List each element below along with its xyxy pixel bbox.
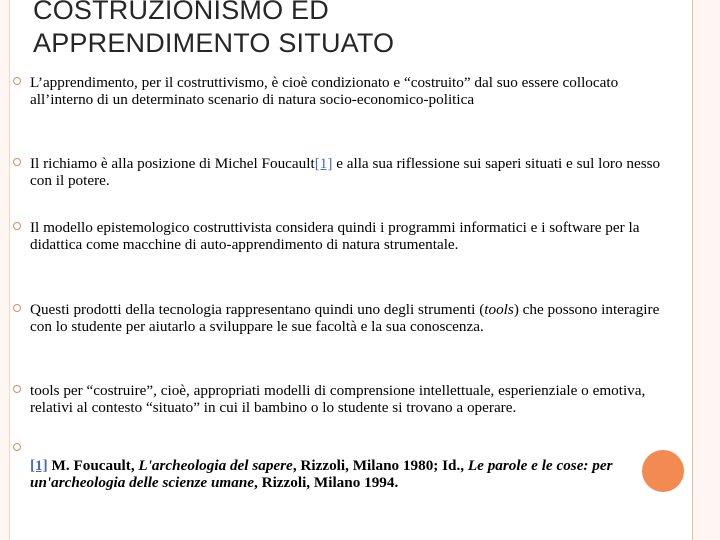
bullet-text-2-part-1: Il richiamo è alla posizione di Michel Foucault (30, 155, 315, 172)
bullet-text-1: L’apprendimento, per il costruttivismo, è cioè condizionato e “costruito” dal suo essere collocato all’interno di un determinato scenario di natura socio-economico-politica (30, 74, 619, 108)
bullet-text-4-emphasis: tools (484, 301, 514, 318)
bullet-item-5 (13, 382, 668, 416)
bullet-circle-icon (13, 77, 21, 85)
footnote-text (30, 440, 668, 491)
bullet-item-4 (13, 301, 668, 335)
bullet-text-5: tools per “costruire”, cioè, appropriati modelli di comprensione intellettuale, esperienziale o emotiva, relativi al contesto “situato” in cui il bambino o lo studente si trovano a operare. (30, 382, 646, 416)
footnote-item (13, 440, 668, 491)
bullet-item-2 (13, 155, 668, 189)
bullet-text-2-part-2: e alla sua riflessione sui saperi situati e sul loro nesso con il potere. (30, 155, 661, 189)
footnote-part-2: , Rizzoli, Milano 1980; Id., (292, 457, 468, 474)
footnote-part-1: M. Foucault, (47, 457, 139, 474)
decorative-orange-circle-icon (642, 450, 684, 492)
bullet-circle-icon (13, 158, 21, 166)
bullet-item-3 (13, 219, 668, 253)
bullet-circle-icon (13, 304, 21, 312)
footnote-anchor-link[interactable]: [1] (30, 457, 48, 474)
slide-title (33, 0, 394, 60)
slide (10, 0, 692, 540)
bullet-text-4-part-2: ) che possono interagire con lo studente per aiutarlo a sviluppare le sue facoltà e la sua conoscenza. (30, 301, 660, 335)
slide-title-line-1: COSTRUZIONISMO ED (33, 0, 329, 25)
bullet-circle-icon (13, 443, 21, 451)
bullet-text-2 (30, 155, 668, 189)
bullet-text-3: Il modello epistemologico costruttivista considera quindi i programmi informatici e i software per la didattica come macchine di auto-apprendimento di natura strumentale. (30, 219, 640, 253)
right-frame-line (692, 0, 693, 540)
bullet-text-4 (30, 301, 668, 335)
footnote-part-3: , Rizzoli, Milano 1994. (254, 474, 399, 491)
footnote-ref-link[interactable]: [1] (314, 155, 333, 172)
footnote-title-2: Le parole e le cose: per un'archeologia delle scienze umane (30, 457, 613, 491)
slide-title-line-2: APPRENDIMENTO SITUATO (33, 28, 395, 58)
bullet-text-4-part-1: Questi prodotti della tecnologia rappresentano quindi uno degli strumenti ( (30, 301, 485, 318)
bullet-item-1 (13, 74, 668, 108)
bullet-circle-icon (13, 222, 21, 230)
bullet-circle-icon (13, 385, 21, 393)
footnote-title-1: L'archeologia del sapere (138, 457, 293, 474)
